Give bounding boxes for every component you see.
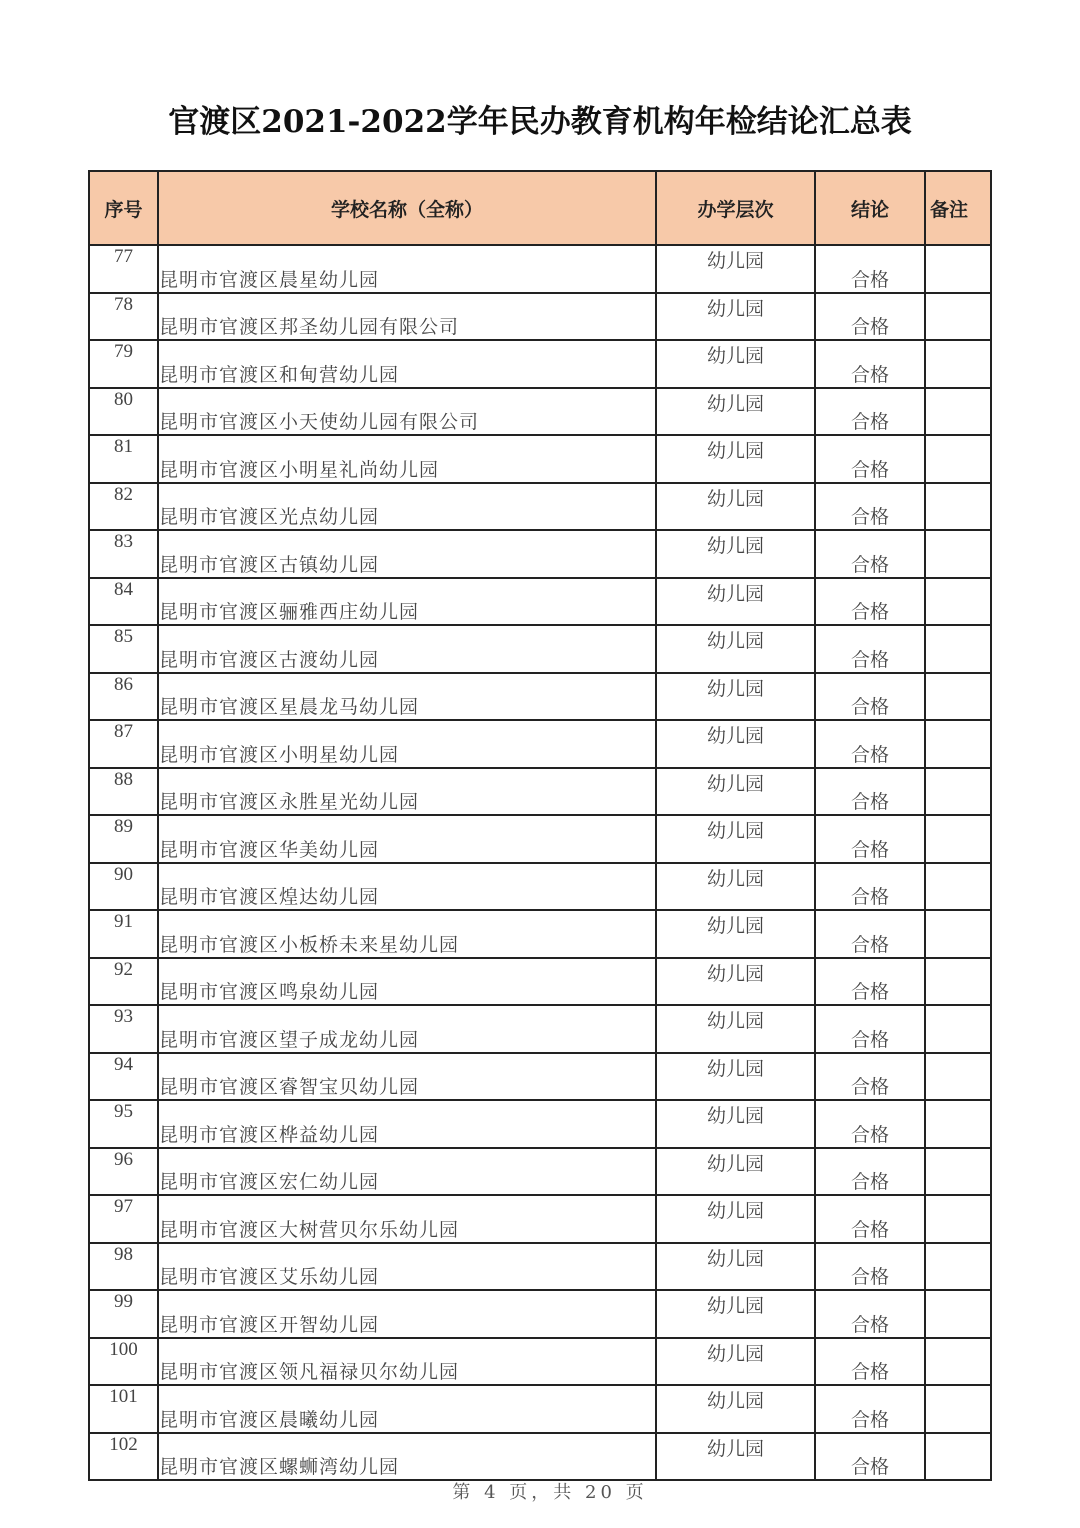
table-row — [89, 1053, 991, 1101]
row-seq-cell: 81 — [89, 435, 158, 483]
table-row — [89, 720, 991, 768]
inspection-result-cell: 合格 — [815, 910, 925, 958]
row-seq-cell: 87 — [89, 720, 158, 768]
school-name-cell: 昆明市官渡区和甸营幼儿园 — [158, 340, 656, 388]
table-row — [89, 1338, 991, 1386]
table-row — [89, 1100, 991, 1148]
inspection-result-cell: 合格 — [815, 483, 925, 531]
school-name-cell: 昆明市官渡区晨星幼儿园 — [158, 245, 656, 293]
table-row — [89, 815, 991, 863]
inspection-result-cell: 合格 — [815, 578, 925, 626]
row-seq-cell: 82 — [89, 483, 158, 531]
row-seq-cell: 102 — [89, 1433, 158, 1481]
school-name-cell: 昆明市官渡区小明星礼尚幼儿园 — [158, 435, 656, 483]
school-name-cell: 昆明市官渡区螺蛳湾幼儿园 — [158, 1433, 656, 1481]
inspection-result-cell: 合格 — [815, 958, 925, 1006]
school-name-cell: 昆明市官渡区华美幼儿园 — [158, 815, 656, 863]
inspection-result-cell: 合格 — [815, 388, 925, 436]
row-seq-cell: 85 — [89, 625, 158, 673]
row-seq-cell: 100 — [89, 1338, 158, 1386]
row-seq-cell: 92 — [89, 958, 158, 1006]
school-level-cell: 幼儿园 — [656, 1290, 815, 1338]
table-row — [89, 293, 991, 341]
school-name-cell: 昆明市官渡区大树营贝尔乐幼儿园 — [158, 1195, 656, 1243]
school-level-cell: 幼儿园 — [656, 388, 815, 436]
remark-cell — [925, 1385, 991, 1433]
row-seq-cell: 91 — [89, 910, 158, 958]
table-row — [89, 388, 991, 436]
remark-cell — [925, 720, 991, 768]
row-seq-cell: 97 — [89, 1195, 158, 1243]
remark-cell — [925, 1053, 991, 1101]
school-name-cell: 昆明市官渡区小天使幼儿园有限公司 — [158, 388, 656, 436]
remark-cell — [925, 530, 991, 578]
row-seq-cell: 90 — [89, 863, 158, 911]
remark-cell — [925, 293, 991, 341]
row-seq-cell: 84 — [89, 578, 158, 626]
school-level-cell: 幼儿园 — [656, 435, 815, 483]
table-row — [89, 578, 991, 626]
school-name-cell: 昆明市官渡区星晨龙马幼儿园 — [158, 673, 656, 721]
row-seq-cell: 101 — [89, 1385, 158, 1433]
table-header-row — [89, 171, 991, 245]
inspection-result-cell: 合格 — [815, 1148, 925, 1196]
school-level-cell: 幼儿园 — [656, 340, 815, 388]
school-name-cell: 昆明市官渡区鸣泉幼儿园 — [158, 958, 656, 1006]
inspection-result-cell: 合格 — [815, 1338, 925, 1386]
row-seq-cell: 80 — [89, 388, 158, 436]
table-row — [89, 483, 991, 531]
inspection-result-cell: 合格 — [815, 815, 925, 863]
school-level-cell: 幼儿园 — [656, 720, 815, 768]
remark-cell — [925, 483, 991, 531]
school-name-cell: 昆明市官渡区邦圣幼儿园有限公司 — [158, 293, 656, 341]
inspection-result-cell: 合格 — [815, 673, 925, 721]
table-row — [89, 1195, 991, 1243]
table-row — [89, 1290, 991, 1338]
remark-cell — [925, 1148, 991, 1196]
table-row — [89, 1433, 991, 1481]
row-seq-cell: 77 — [89, 245, 158, 293]
table-row — [89, 1243, 991, 1291]
row-seq-cell: 89 — [89, 815, 158, 863]
school-name-cell: 昆明市官渡区古镇幼儿园 — [158, 530, 656, 578]
school-name-cell: 昆明市官渡区煌达幼儿园 — [158, 863, 656, 911]
remark-cell — [925, 625, 991, 673]
school-level-cell: 幼儿园 — [656, 768, 815, 816]
school-level-cell: 幼儿园 — [656, 1385, 815, 1433]
school-level-cell: 幼儿园 — [656, 1053, 815, 1101]
inspection-result-cell: 合格 — [815, 720, 925, 768]
inspection-result-cell: 合格 — [815, 625, 925, 673]
remark-cell — [925, 1005, 991, 1053]
row-seq-cell: 95 — [89, 1100, 158, 1148]
school-name-cell: 昆明市官渡区宏仁幼儿园 — [158, 1148, 656, 1196]
school-level-cell: 幼儿园 — [656, 1100, 815, 1148]
remark-cell — [925, 1195, 991, 1243]
table-row — [89, 245, 991, 293]
inspection-result-cell: 合格 — [815, 863, 925, 911]
table-row — [89, 530, 991, 578]
table-row — [89, 1005, 991, 1053]
school-level-cell: 幼儿园 — [656, 863, 815, 911]
column-header-school-name: 学校名称（全称） — [158, 171, 656, 245]
remark-cell — [925, 1338, 991, 1386]
inspection-result-cell: 合格 — [815, 530, 925, 578]
school-level-cell: 幼儿园 — [656, 1433, 815, 1481]
school-level-cell: 幼儿园 — [656, 1005, 815, 1053]
remark-cell — [925, 1100, 991, 1148]
school-level-cell: 幼儿园 — [656, 910, 815, 958]
remark-cell — [925, 340, 991, 388]
row-seq-cell: 98 — [89, 1243, 158, 1291]
school-name-cell: 昆明市官渡区艾乐幼儿园 — [158, 1243, 656, 1291]
row-seq-cell: 86 — [89, 673, 158, 721]
table-row — [89, 863, 991, 911]
school-level-cell: 幼儿园 — [656, 530, 815, 578]
row-seq-cell: 78 — [89, 293, 158, 341]
school-level-cell: 幼儿园 — [656, 245, 815, 293]
remark-cell — [925, 435, 991, 483]
remark-cell — [925, 910, 991, 958]
school-name-cell: 昆明市官渡区开智幼儿园 — [158, 1290, 656, 1338]
inspection-result-cell: 合格 — [815, 1290, 925, 1338]
document-title: 官渡区2021-2022学年民办教育机构年检结论汇总表 — [168, 104, 912, 140]
inspection-result-cell: 合格 — [815, 435, 925, 483]
remark-cell — [925, 1290, 991, 1338]
school-level-cell: 幼儿园 — [656, 293, 815, 341]
school-name-cell: 昆明市官渡区桦益幼儿园 — [158, 1100, 656, 1148]
remark-cell — [925, 768, 991, 816]
table-row — [89, 958, 991, 1006]
school-name-cell: 昆明市官渡区晨曦幼儿园 — [158, 1385, 656, 1433]
school-level-cell: 幼儿园 — [656, 1195, 815, 1243]
page-number: 第 4 页，共 20 页 — [452, 1482, 648, 1503]
table-row — [89, 1385, 991, 1433]
remark-cell — [925, 815, 991, 863]
row-seq-cell: 79 — [89, 340, 158, 388]
row-seq-cell: 96 — [89, 1148, 158, 1196]
school-level-cell: 幼儿园 — [656, 673, 815, 721]
school-name-cell: 昆明市官渡区古渡幼儿园 — [158, 625, 656, 673]
column-header-seq: 序号 — [89, 171, 158, 245]
remark-cell — [925, 1433, 991, 1481]
school-name-cell: 昆明市官渡区永胜星光幼儿园 — [158, 768, 656, 816]
inspection-result-cell: 合格 — [815, 768, 925, 816]
table-row — [89, 673, 991, 721]
inspection-result-cell: 合格 — [815, 245, 925, 293]
remark-cell — [925, 578, 991, 626]
inspection-result-cell: 合格 — [815, 293, 925, 341]
table-row — [89, 910, 991, 958]
table-row — [89, 768, 991, 816]
school-name-cell: 昆明市官渡区骊雅西庄幼儿园 — [158, 578, 656, 626]
school-level-cell: 幼儿园 — [656, 958, 815, 1006]
school-level-cell: 幼儿园 — [656, 1243, 815, 1291]
table-row — [89, 340, 991, 388]
row-seq-cell: 83 — [89, 530, 158, 578]
remark-cell — [925, 388, 991, 436]
remark-cell — [925, 1243, 991, 1291]
remark-cell — [925, 673, 991, 721]
inspection-result-cell: 合格 — [815, 1433, 925, 1481]
column-header-remark: 备注 — [925, 171, 991, 245]
inspection-result-cell: 合格 — [815, 1195, 925, 1243]
remark-cell — [925, 958, 991, 1006]
table-row — [89, 435, 991, 483]
inspection-result-cell: 合格 — [815, 1100, 925, 1148]
row-seq-cell: 88 — [89, 768, 158, 816]
inspection-result-cell: 合格 — [815, 1385, 925, 1433]
inspection-result-cell: 合格 — [815, 340, 925, 388]
column-header-result: 结论 — [815, 171, 925, 245]
remark-cell — [925, 863, 991, 911]
row-seq-cell: 99 — [89, 1290, 158, 1338]
summary-table — [88, 170, 992, 1481]
inspection-result-cell: 合格 — [815, 1053, 925, 1101]
table-body — [89, 245, 991, 1480]
school-level-cell: 幼儿园 — [656, 1338, 815, 1386]
school-name-cell: 昆明市官渡区望子成龙幼儿园 — [158, 1005, 656, 1053]
school-level-cell: 幼儿园 — [656, 625, 815, 673]
school-name-cell: 昆明市官渡区小板桥未来星幼儿园 — [158, 910, 656, 958]
school-name-cell: 昆明市官渡区领凡福禄贝尔幼儿园 — [158, 1338, 656, 1386]
inspection-result-cell: 合格 — [815, 1005, 925, 1053]
school-level-cell: 幼儿园 — [656, 815, 815, 863]
school-level-cell: 幼儿园 — [656, 1148, 815, 1196]
school-name-cell: 昆明市官渡区光点幼儿园 — [158, 483, 656, 531]
column-header-level: 办学层次 — [656, 171, 815, 245]
school-level-cell: 幼儿园 — [656, 483, 815, 531]
table-row — [89, 1148, 991, 1196]
school-name-cell: 昆明市官渡区小明星幼儿园 — [158, 720, 656, 768]
inspection-result-cell: 合格 — [815, 1243, 925, 1291]
school-name-cell: 昆明市官渡区睿智宝贝幼儿园 — [158, 1053, 656, 1101]
remark-cell — [925, 245, 991, 293]
table-row — [89, 625, 991, 673]
row-seq-cell: 94 — [89, 1053, 158, 1101]
school-level-cell: 幼儿园 — [656, 578, 815, 626]
row-seq-cell: 93 — [89, 1005, 158, 1053]
